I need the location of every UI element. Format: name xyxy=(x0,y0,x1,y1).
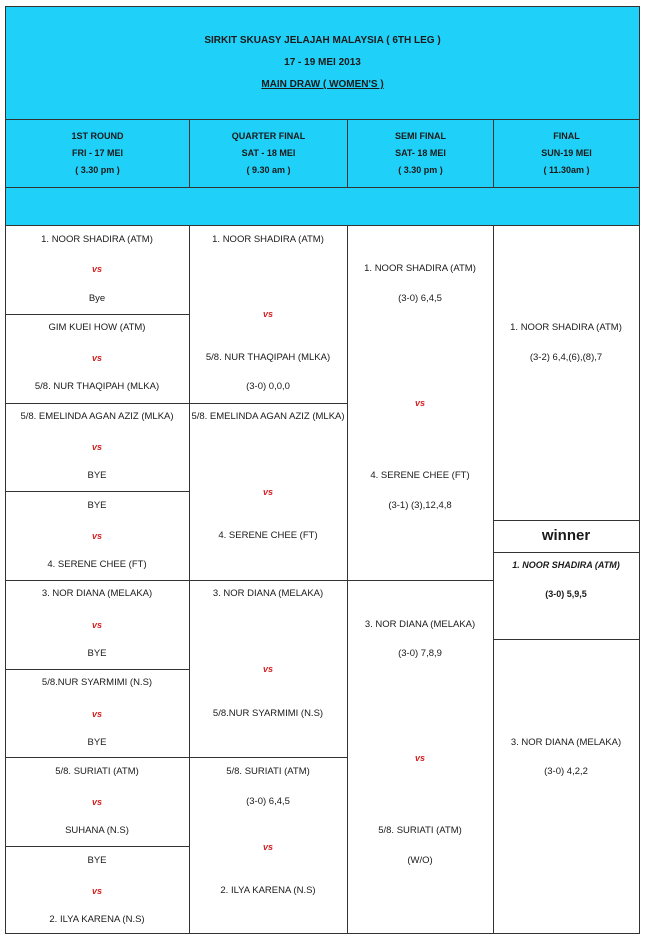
final-player1-score: (3-2) 6,4,(6),(8),7 xyxy=(529,352,603,363)
sf-m1-player2-score: (3-1) (3),12,4,8 xyxy=(388,500,452,511)
qf-m2-player1: 5/8. EMELINDA AGAN AZIZ (MLKA) xyxy=(191,411,345,422)
r1-m5-player1: 3. NOR DIANA (MELAKA) xyxy=(41,588,153,599)
round-name: 1ST ROUND xyxy=(71,131,124,141)
round-header-2 xyxy=(189,120,348,188)
round-time: ( 3.30 pm ) xyxy=(75,165,120,175)
r1-m4-player1: BYE xyxy=(87,500,107,511)
qf-m1-player2: 5/8. NUR THAQIPAH (MLKA) xyxy=(205,352,331,363)
event-title: SIRKIT SKUASY JELAJAH MALAYSIA ( 6TH LEG ) xyxy=(204,35,441,46)
qf-m2-player2: 4. SERENE CHEE (FT) xyxy=(218,530,318,541)
r1-m4-vs: vs xyxy=(91,531,103,541)
sf-m2-vs: vs xyxy=(414,753,426,763)
r1-m1-vs: vs xyxy=(91,264,103,274)
r1-m2-player1: GIM KUEI HOW (ATM) xyxy=(48,322,146,333)
round-header-3 xyxy=(347,120,494,188)
sf-m1-player2: 4. SERENE CHEE (FT) xyxy=(370,470,470,481)
qf-m4-player1: 5/8. SURIATI (ATM) xyxy=(226,766,310,777)
r1-m7-player1: 5/8. SURIATI (ATM) xyxy=(55,766,139,777)
title-banner xyxy=(5,6,640,120)
round-name: QUARTER FINAL xyxy=(231,131,306,141)
sf-m2-player1: 3. NOR DIANA (MELAKA) xyxy=(364,619,476,630)
qf-m3-vs: vs xyxy=(262,664,274,674)
round-time: ( 9.30 am ) xyxy=(246,165,291,175)
r1-m8-player1: BYE xyxy=(87,855,107,866)
round-day: SAT - 18 MEI xyxy=(241,148,296,158)
r1-m8-vs: vs xyxy=(91,886,103,896)
r1-m5-player2: BYE xyxy=(87,648,107,659)
r1-m7-vs: vs xyxy=(91,797,103,807)
sf-m2-player2-score: (W/O) xyxy=(407,855,433,866)
r1-m5-vs: vs xyxy=(91,620,103,630)
r1-m1-player2: Bye xyxy=(88,293,106,304)
qf-m4-vs: vs xyxy=(262,842,274,852)
r1-m1-player1: 1. NOOR SHADIRA (ATM) xyxy=(41,234,153,245)
draw-title: MAIN DRAW ( WOMEN'S ) xyxy=(261,79,384,90)
final-player1: 1. NOOR SHADIRA (ATM) xyxy=(510,322,622,333)
qf-m3-player1: 3. NOR DIANA (MELAKA) xyxy=(212,588,324,599)
round-time: ( 11.30am ) xyxy=(543,165,590,175)
header-spacer-band xyxy=(5,188,640,226)
qf-m2-vs: vs xyxy=(262,487,274,497)
r1-m4-player2: 4. SERENE CHEE (FT) xyxy=(47,559,147,570)
qf-m1-vs: vs xyxy=(262,309,274,319)
round-header-4 xyxy=(493,120,640,188)
round-time: ( 3.30 pm ) xyxy=(398,165,443,175)
winner-label: winner xyxy=(541,527,591,544)
round-header-1 xyxy=(5,120,190,188)
r1-m3-player1: 5/8. EMELINDA AGAN AZIZ (MLKA) xyxy=(20,411,174,422)
r1-m3-vs: vs xyxy=(91,442,103,452)
qf-m4-player2: 2. ILYA KARENA (N.S) xyxy=(220,885,316,896)
r1-m6-vs: vs xyxy=(91,709,103,719)
r1-m3-player2: BYE xyxy=(87,470,107,481)
r1-m2-player2: 5/8. NUR THAQIPAH (MLKA) xyxy=(34,381,160,392)
round-day: SAT- 18 MEI xyxy=(395,148,446,158)
round-name: SEMI FINAL xyxy=(395,131,446,141)
sf-m2-player2: 5/8. SURIATI (ATM) xyxy=(378,825,462,836)
r1-m8-player2: 2. ILYA KARENA (N.S) xyxy=(49,914,145,925)
r1-m6-player2: BYE xyxy=(87,737,107,748)
r1-m7-player2: SUHANA (N.S) xyxy=(65,825,129,836)
event-dates: 17 - 19 MEI 2013 xyxy=(284,57,361,68)
round-day: FRI - 17 MEI xyxy=(71,148,123,158)
sf-m1-player1-score: (3-0) 6,4,5 xyxy=(398,293,442,304)
round-name: FINAL xyxy=(553,131,580,141)
qf-m4-player1-score: (3-0) 6,4,5 xyxy=(246,796,290,807)
sf-m1-vs: vs xyxy=(414,398,426,408)
r1-m6-player1: 5/8.NUR SYARMIMI (N.S) xyxy=(41,677,153,688)
qf-m1-score: (3-0) 0,0,0 xyxy=(246,381,290,392)
round-day: SUN-19 MEI xyxy=(541,148,592,158)
winner-name: 1. NOOR SHADIRA (ATM) xyxy=(512,560,620,570)
sf-m2-player1-score: (3-0) 7,8,9 xyxy=(398,648,442,659)
final-player2: 3. NOR DIANA (MELAKA) xyxy=(510,737,622,748)
qf-m3-player2: 5/8.NUR SYARMIMI (N.S) xyxy=(212,708,324,719)
winner-score: (3-0) 5,9,5 xyxy=(545,589,587,599)
qf-m1-player1: 1. NOOR SHADIRA (ATM) xyxy=(212,234,324,245)
final-player2-score: (3-0) 4,2,2 xyxy=(544,766,588,777)
sf-m1-player1: 1. NOOR SHADIRA (ATM) xyxy=(364,263,476,274)
r1-m2-vs: vs xyxy=(91,353,103,363)
